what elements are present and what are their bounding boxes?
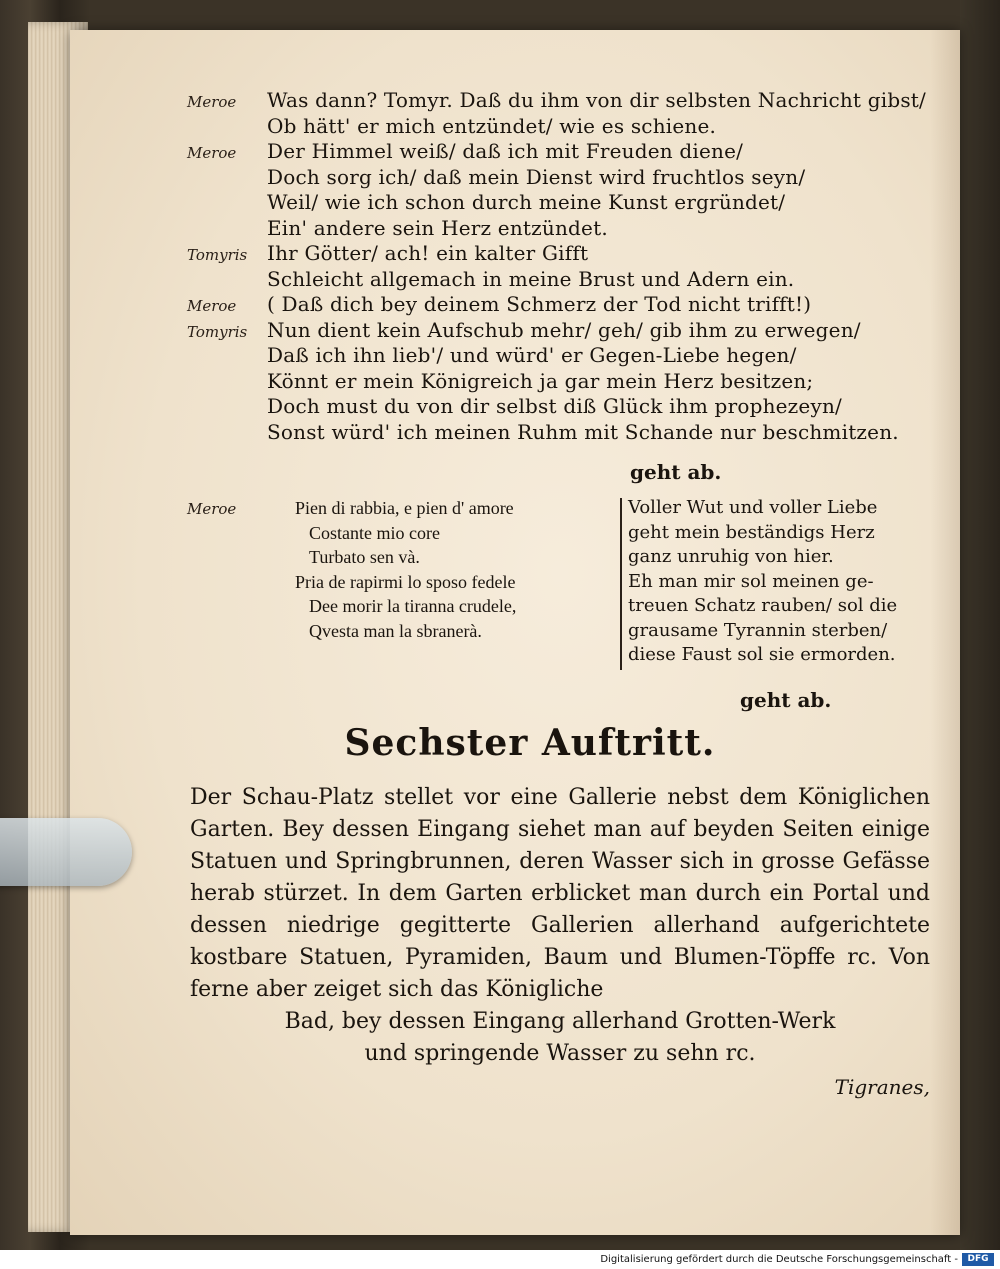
aria-german-line: geht mein beständigs Herz [628,521,875,543]
exit-direction: geht ab. [740,688,832,712]
page-clip [0,818,132,886]
page-content [115,0,945,1250]
aria-german [628,496,958,668]
dialogue-line [187,343,797,367]
scene-description-text: Der Schau-Platz stellet vor eine Gallerie nebst dem Königlichen Garten. Bey dessen Eingang siehet man auf beyden Seiten einige Statuen und Springbrunnen, deren Wasser sich in grosse Gefässe herab stürzet. In dem Garten erblicket man durch ein Portal und dessen niedrige gegitterte Gallerien allerhand aufgerichtete kostbare Statuen, Pyramiden, Baum und Blumen-Töpffe rc. Von ferne aber zeiget sich das Königliche [190,785,930,1002]
aria-italian-line: Qvesta man la sbranerà. [309,620,482,641]
digitization-footer [0,1250,1000,1269]
column-divider [620,498,622,670]
verse-text: Was dann? Tomyr. Daß du ihm von dir selbsten Nachricht gibst/ [267,88,926,112]
verse-text: Doch sorg ich/ daß mein Dienst wird fruchtlos seyn/ [267,164,806,189]
verse-text: Doch must du von dir selbst diß Glück ihm prophezeyn/ [267,394,842,418]
dialogue-line [187,394,842,418]
footer-text: Digitalisierung gefördert durch die Deutsche Forschungsgemeinschaft - [600,1254,958,1265]
speaker-name: Meroe [187,297,237,315]
verse-text: Weil/ wie ich schon durch meine Kunst ergründet/ [267,190,786,214]
dialogue-line [187,369,813,393]
verse-text: Sonst würd' ich meinen Ruhm mit Schande nur beschmitzen. [267,419,899,444]
stage-direction [630,460,721,484]
dialogue-line [187,114,716,138]
dialogue-line [187,318,861,342]
aria-italian-line: Pria de rapirmi lo sposo fedele [295,571,516,592]
aria-italian [295,496,625,643]
dialogue-line [187,216,608,240]
aria-italian-line: Costante mio core [309,522,440,543]
dialogue-line [187,292,811,316]
aria-italian-line: Pien di rabbia, e pien d' amore [295,498,514,518]
verse-text: Der Himmel weiß/ daß ich mit Freuden diene/ [267,139,744,163]
speaker-name: Tomyris [187,322,248,341]
dialogue-line [187,139,743,163]
scan-right-strip [960,0,1000,1250]
dialogue-line [187,267,794,291]
verse-text: Ob hätt' er mich entzündet/ wie es schiene. [267,113,717,138]
aria-german-line: ganz unruhig von hier. [628,546,834,567]
dialogue-line [187,165,805,189]
catchword: Tigranes, [834,1075,930,1099]
scene-description [190,782,930,1070]
stage-direction [740,688,831,712]
dialogue-line [187,420,899,444]
aria-german-line: Voller Wut und voller Liebe [628,497,878,518]
scene-description-line: und springende Wasser zu sehn rc. [364,1041,756,1066]
scene-title: Sechster Auftritt. [344,722,716,764]
verse-text: Ihr Götter/ ach! ein kalter Gifft [267,241,589,265]
aria-german-line: Eh man mir sol meinen ge- [628,570,874,592]
verse-text: ( Daß dich bey deinem Schmerz der Tod nicht trifft!) [267,292,812,316]
aria-italian-line: Dee morir la tiranna crudele, [309,596,517,616]
verse-text: Schleicht allgemach in meine Brust und Adern ein. [267,266,795,291]
aria-german-line: grausame Tyrannin sterben/ [628,619,888,641]
dialogue-line [187,241,588,265]
aria-italian-line: Turbato sen và. [309,547,420,567]
dialogue-line [187,88,926,112]
dfg-logo: DFG [962,1253,994,1266]
verse-text: Nun dient kein Aufschub mehr/ geh/ gib ihm zu erwegen/ [267,317,861,342]
speaker-name: Tomyris [187,246,248,264]
aria-german-line: treuen Schatz rauben/ sol die [628,595,898,616]
aria-german-line: diese Faust sol sie ermorden. [628,644,896,665]
exit-direction: geht ab. [630,460,722,484]
verse-text: Ein' andere sein Herz entzündet. [267,215,608,240]
speaker-name: Meroe [187,144,237,162]
scene-description-line: Bad, bey dessen Eingang allerhand Grotten-Werk [284,1009,836,1034]
speaker-name: Meroe [187,93,237,111]
verse-text: Daß ich ihn lieb'/ und würd' er Gegen-Liebe hegen/ [267,343,797,367]
aria-speaker-row [187,500,267,518]
dialogue-line [187,190,785,214]
verse-text: Könnt er mein Königreich ja gar mein Herz besitzen; [267,368,814,393]
speaker-name: Meroe [187,500,237,518]
